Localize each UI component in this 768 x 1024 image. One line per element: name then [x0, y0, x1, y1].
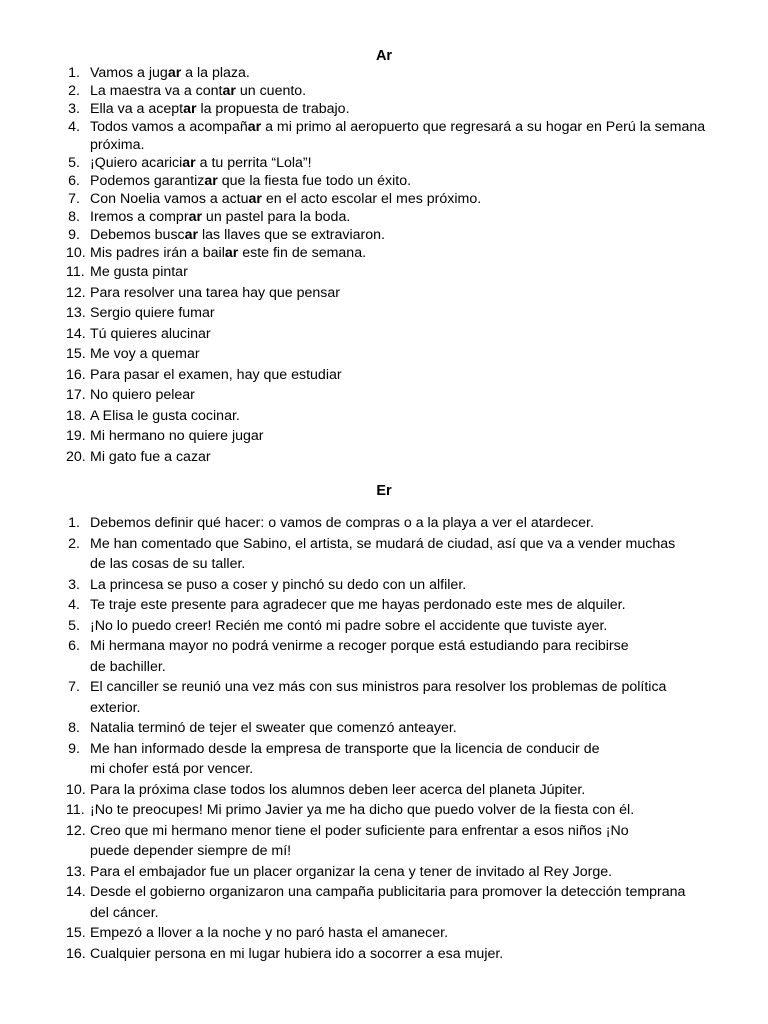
item-line: Natalia terminó de tejer el sweater que comenzó anteayer. — [90, 720, 457, 736]
er-list-item — [0, 616, 768, 637]
item-line: Mi hermana mayor no podrá venirme a recoger porque está estudiando para recibirse — [90, 638, 629, 654]
item-number: 1. — [68, 65, 80, 81]
item-text: Mi hermano no quiere jugar — [90, 428, 264, 444]
ar-list-item — [0, 385, 768, 406]
verb-ending-highlight: ar — [182, 155, 196, 171]
item-text: Tú quieres alucinar — [90, 325, 211, 342]
er-list-item — [0, 636, 768, 677]
item-line: exterior. — [90, 699, 141, 716]
item-text-end: a mi primo al aeropuerto que regresará a su hogar en Perú la semana próxima. — [90, 119, 706, 153]
ar-list-item — [0, 190, 768, 208]
er-list-item — [0, 780, 768, 801]
verb-ending-highlight: ar — [247, 119, 262, 135]
item-number: 18. — [66, 407, 86, 424]
item-number: 4. — [68, 597, 80, 613]
er-list-item — [0, 862, 768, 883]
item-text: Mi gato fue a cazar — [90, 448, 211, 465]
item-number: 14. — [66, 884, 86, 900]
verb-ending-highlight: ar — [224, 245, 239, 261]
item-number: 5. — [68, 617, 80, 634]
item-line: Me han informado desde la empresa de transporte que la licencia de conducir de — [90, 740, 600, 757]
item-line: Para el embajador fue un placer organizar la cena y tener de invitado al Rey Jorge. — [90, 863, 613, 880]
verb-ending-highlight: ar — [222, 83, 236, 99]
verb-ending-highlight: ar — [188, 209, 202, 225]
er-list-item — [0, 575, 768, 596]
item-line: Debemos definir qué hacer: o vamos de compras o a la playa a ver el atardecer. — [90, 515, 594, 531]
item-number: 12. — [66, 822, 86, 839]
item-line: Me han comentado que Sabino, el artista, se mudará de ciudad, así que va a vender muchas — [90, 535, 676, 552]
er-list-item — [0, 718, 768, 739]
item-number: 6. — [68, 173, 80, 189]
section-title-ar: Ar — [375, 48, 393, 64]
er-list-item — [0, 821, 768, 862]
item-number: 3. — [68, 101, 80, 117]
item-number: 7. — [68, 679, 80, 695]
item-number: 16. — [66, 945, 86, 962]
ar-list-item — [0, 283, 768, 304]
item-number: 2. — [68, 535, 80, 552]
er-list-item — [0, 923, 768, 944]
item-number: 10. — [66, 245, 86, 261]
item-number: 6. — [68, 638, 80, 654]
ar-list-item — [0, 118, 768, 154]
item-line: mi chofer está por vencer. — [90, 761, 254, 777]
item-number: 8. — [68, 720, 80, 736]
er-list-item — [0, 800, 768, 821]
item-number: 13. — [66, 863, 86, 880]
item-line: ¡No lo puedo creer! Recién me contó mi padre sobre el accidente que tuviste ayer. — [90, 617, 608, 634]
er-list-item — [0, 739, 768, 780]
ar-list-item — [0, 426, 768, 447]
item-number: 3. — [68, 576, 80, 593]
item-text-end: la propuesta de trabajo. — [196, 101, 350, 117]
item-number: 16. — [66, 366, 86, 383]
verb-ending-highlight: ar — [167, 65, 182, 81]
item-number: 15. — [66, 346, 86, 362]
item-number: 13. — [66, 305, 86, 321]
item-line: de bachiller. — [90, 658, 166, 675]
item-text: No quiero pelear — [90, 387, 195, 403]
item-number: 9. — [68, 740, 80, 757]
item-text-end: las llaves que se extraviaron. — [198, 227, 385, 243]
item-text: Para pasar el examen, hay que estudiar — [90, 366, 342, 383]
item-number: 14. — [66, 325, 86, 342]
item-text-start: Con Noelia vamos a actu — [90, 191, 249, 207]
ar-list-item — [0, 447, 768, 468]
item-text-end: a la plaza. — [181, 65, 250, 81]
item-number: 17. — [66, 387, 86, 403]
item-text-start: Ella va a acept — [90, 101, 184, 117]
item-text: Para resolver una tarea hay que pensar — [90, 284, 341, 301]
er-list-item — [0, 595, 768, 616]
item-line: de las cosas de su taller. — [90, 556, 246, 572]
item-number: 9. — [68, 227, 80, 243]
ar-list-item — [0, 303, 768, 324]
item-text-start: Vamos a jug — [90, 65, 168, 81]
verb-ending-highlight: ar — [184, 227, 199, 243]
item-number: 12. — [66, 284, 86, 301]
item-line: Para la próxima clase todos los alumnos deben leer acerca del planeta Júpiter. — [90, 781, 586, 798]
section-title-er: Er — [376, 483, 392, 499]
verb-ending-highlight: ar — [248, 191, 262, 207]
item-number: 19. — [66, 428, 86, 444]
item-number: 8. — [68, 209, 80, 225]
item-text-start: Mis padres irán a bail — [90, 245, 225, 261]
verb-ending-highlight: ar — [183, 101, 197, 117]
item-number: 15. — [66, 925, 86, 941]
ar-list-item — [0, 82, 768, 100]
ar-list-item — [0, 365, 768, 386]
item-text: A Elisa le gusta cocinar. — [90, 407, 240, 424]
item-number: 20. — [66, 448, 86, 465]
item-number: 1. — [68, 515, 80, 531]
ar-list-item — [0, 406, 768, 427]
ar-list-item — [0, 226, 768, 244]
item-line: Desde el gobierno organizaron una campaña publicitaria para promover la detección temprana — [90, 884, 686, 900]
item-text-end: que la fiesta fue todo un éxito. — [217, 173, 412, 189]
item-text-end: en el acto escolar el mes próximo. — [261, 191, 482, 207]
ar-list-item — [0, 64, 768, 82]
ar-exercise-list — [0, 64, 768, 467]
ar-list-item — [0, 172, 768, 190]
ar-list-item — [0, 154, 768, 172]
item-text-start: Podemos garantiz — [90, 173, 205, 189]
item-number: 11. — [66, 264, 85, 280]
item-number: 10. — [66, 781, 86, 798]
ar-list-item — [0, 244, 768, 262]
item-text-start: Debemos busc — [90, 227, 185, 243]
item-number: 2. — [68, 83, 80, 99]
item-line: Cualquier persona en mi lugar hubiera ido a socorrer a esa mujer. — [90, 945, 504, 962]
item-line: ¡No te preocupes! Mi primo Javier ya me ha dicho que puedo volver de la fiesta con él. — [90, 802, 635, 818]
item-number: 5. — [68, 155, 80, 171]
item-line: puede depender siempre de mí! — [90, 843, 292, 859]
item-text-end: a tu perrita “Lola”! — [195, 155, 312, 171]
item-number: 11. — [66, 802, 85, 818]
item-text-end: un cuento. — [235, 83, 307, 99]
item-text-start: ¡Quiero acarici — [90, 155, 183, 171]
ar-list-item — [0, 208, 768, 226]
er-list-item — [0, 513, 768, 534]
item-number: 4. — [68, 119, 80, 135]
item-line: Empezó a llover a la noche y no paró hasta el amanecer. — [90, 925, 449, 941]
ar-list-item — [0, 262, 768, 283]
ar-list-item — [0, 324, 768, 345]
er-list-item — [0, 677, 768, 718]
ar-list-item — [0, 100, 768, 118]
verb-ending-highlight: ar — [204, 173, 218, 189]
item-line: del cáncer. — [90, 904, 159, 921]
item-line: El canciller se reunió una vez más con sus ministros para resolver los problemas de política — [90, 679, 667, 695]
er-exercise-list — [0, 513, 768, 964]
item-text-end: este fin de semana. — [238, 245, 367, 261]
item-text-end: un pastel para la boda. — [201, 209, 351, 225]
item-text: Me gusta pintar — [90, 264, 188, 280]
ar-list-item — [0, 344, 768, 365]
item-text-start: La maestra va a cont — [90, 83, 223, 99]
item-line: Te traje este presente para agradecer que me hayas perdonado este mes de alquiler. — [90, 597, 626, 613]
er-list-item — [0, 944, 768, 965]
item-line: La princesa se puso a coser y pinchó su dedo con un alfiler. — [90, 576, 467, 593]
er-list-item — [0, 534, 768, 575]
er-list-item — [0, 882, 768, 923]
item-line: Creo que mi hermano menor tiene el poder suficiente para enfrentar a esos niños ¡No — [90, 822, 629, 839]
item-text-start: Iremos a compr — [90, 209, 189, 225]
item-text: Sergio quiere fumar — [90, 305, 215, 321]
item-text: Me voy a quemar — [90, 346, 200, 362]
item-text-start: Todos vamos a acompañ — [90, 119, 248, 135]
item-number: 7. — [68, 191, 80, 207]
